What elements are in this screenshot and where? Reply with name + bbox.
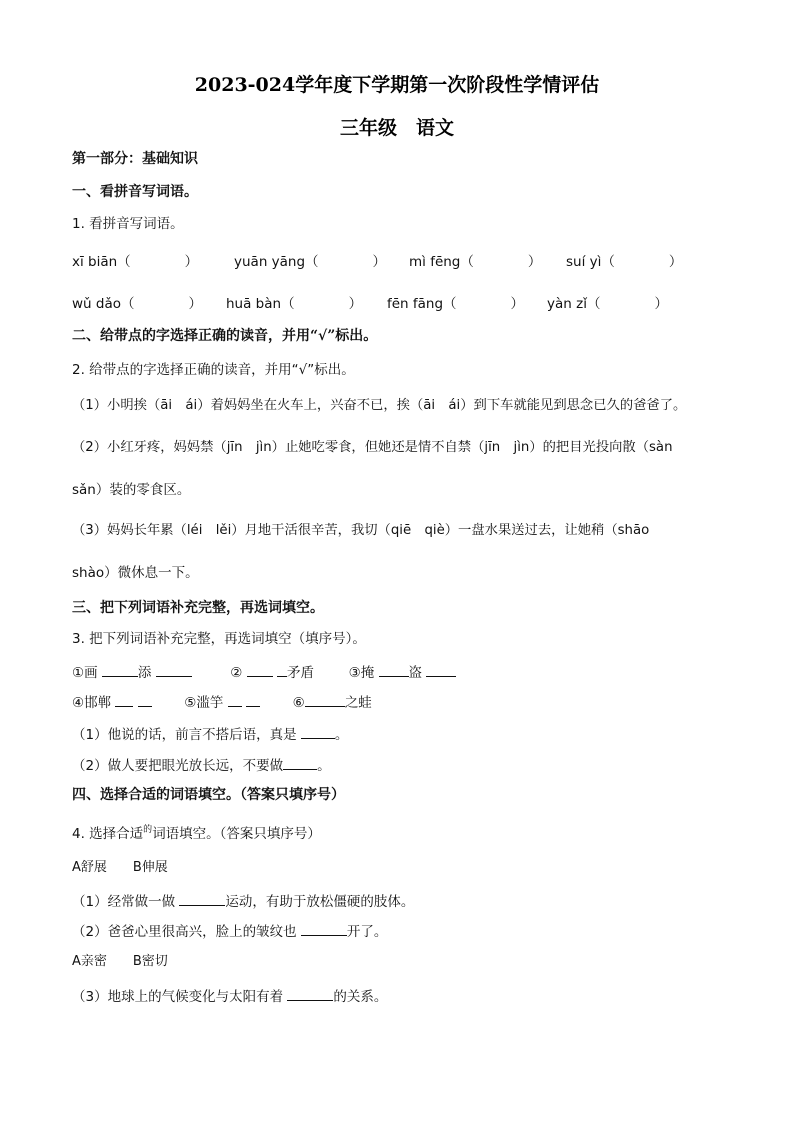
- idiom-3-start: ③掩: [348, 665, 375, 681]
- question-4-mark: 的: [143, 825, 153, 835]
- question-2-item-3: （3）妈妈长年累（léi lěi）月地干活很辛苦，我切（qiē qiè）一盘水果送过去，让她稍（shāo: [72, 523, 650, 538]
- section4-heading: 四、选择合适的词语填空。（答案只填序号）: [72, 787, 345, 803]
- answer-blank[interactable]: [301, 921, 347, 936]
- sentence-text: （2）爸爸心里很高兴，脸上的皱纹也: [72, 924, 297, 940]
- sentence-end: 。: [334, 727, 349, 743]
- pinyin-item: fēn fāng（ ）: [387, 296, 525, 312]
- sentence-text: （1）经常做一做: [72, 894, 176, 910]
- question-4-sentence-3: [72, 986, 387, 1006]
- sentence-text: （1）他说的话，前言不搭后语，真是: [72, 727, 297, 743]
- sentence-text: （3）地球上的气候变化与太阳有着: [72, 989, 284, 1005]
- sentence-end: 运动，有助于放松僵硬的肢体。: [225, 894, 415, 910]
- question-2-item-1: （1）小明挨（āi ái）着妈妈坐在火车上，兴奋不已，挨（āi ái）到下车就能见到思念已久的爸爸了。: [72, 398, 687, 413]
- question-4: [72, 825, 321, 845]
- idiom-6-end: 之蛙: [344, 695, 372, 711]
- answer-blank[interactable]: [102, 662, 138, 677]
- section2-heading: 二、给带点的字选择正确的读音，并用“√”标出。: [72, 328, 378, 344]
- idiom-2-end: 矛盾: [287, 665, 314, 681]
- answer-blank[interactable]: [247, 662, 273, 677]
- question-3-sentence-2: [72, 755, 331, 775]
- question-2-item-3-cont: shào）微休息一下。: [72, 565, 199, 581]
- answer-blank[interactable]: [379, 662, 409, 677]
- part1-heading: 第一部分：基础知识: [72, 151, 198, 167]
- idiom-1-start: ①画: [72, 665, 98, 681]
- idiom-4-start: ④邯郸: [72, 695, 112, 711]
- idiom-1-mid: 添: [137, 665, 152, 681]
- sentence-end: 。: [317, 758, 331, 774]
- answer-blank[interactable]: [115, 692, 133, 707]
- idiom-2-start: ②: [230, 665, 243, 681]
- answer-blank[interactable]: [179, 891, 225, 906]
- question-2-item-2-cont: sǎn）装的零食区。: [72, 482, 191, 498]
- options-1: A舒展 B伸展: [72, 860, 168, 875]
- sentence-end: 的关系。: [333, 989, 388, 1005]
- answer-blank[interactable]: [301, 724, 335, 739]
- answer-blank[interactable]: [283, 755, 317, 770]
- options-2: A亲密 B密切: [72, 954, 168, 969]
- answer-blank[interactable]: [426, 662, 456, 677]
- pinyin-item: mì fēng（ ）: [409, 254, 542, 270]
- answer-blank[interactable]: [277, 662, 287, 677]
- answer-blank[interactable]: [138, 692, 152, 707]
- idiom-5-start: ⑤滥竽: [184, 695, 224, 711]
- answer-blank[interactable]: [156, 662, 192, 677]
- question-3: 3. 把下列词语补充完整，再选词填空（填序号）。: [72, 631, 366, 647]
- pinyin-item: huā bàn（ ）: [226, 296, 363, 312]
- question-2: 2. 给带点的字选择正确的读音，并用“√”标出。: [72, 362, 355, 378]
- pinyin-item: yuān yāng（ ）: [234, 254, 387, 270]
- question-4-sentence-1: [72, 891, 414, 911]
- question-4-text: 词语填空。（答案只填序号）: [152, 826, 321, 842]
- pinyin-item: xī biān（ ）: [72, 254, 199, 270]
- idiom-6-start: ⑥: [292, 695, 305, 711]
- question-3-sentence-1: [72, 724, 348, 744]
- exam-subtitle: 三年级 语文: [339, 117, 454, 139]
- answer-blank[interactable]: [287, 986, 333, 1001]
- section1-heading: 一、看拼音写词语。: [72, 184, 198, 200]
- question-4-sentence-2: [72, 921, 387, 941]
- idiom-3-mid: 盗: [408, 665, 422, 681]
- sentence-text: （2）做人要把眼光放长远，不要做: [72, 758, 284, 774]
- answer-blank[interactable]: [228, 692, 242, 707]
- exam-title: 2023-024学年度下学期第一次阶段性学情评估: [194, 74, 600, 96]
- question-1: 1. 看拼音写词语。: [72, 216, 184, 232]
- idiom-row-2: [72, 692, 372, 712]
- answer-blank[interactable]: [305, 692, 345, 707]
- section3-heading: 三、把下列词语补充完整，再选词填空。: [72, 600, 324, 616]
- question-4-text: 4. 选择合适: [72, 826, 144, 842]
- pinyin-item: wǔ dǎo（ ）: [72, 296, 202, 312]
- question-2-item-2: （2）小红牙疼，妈妈禁（jīn jìn）止她吃零食，但她还是情不自禁（jīn jìn）的把目光投向散（sàn: [72, 440, 673, 455]
- sentence-end: 开了。: [346, 924, 388, 940]
- answer-blank[interactable]: [246, 692, 260, 707]
- idiom-row-1: [72, 662, 456, 682]
- pinyin-item: suí yì（ ）: [566, 254, 683, 270]
- pinyin-item: yàn zǐ（ ）: [547, 296, 668, 312]
